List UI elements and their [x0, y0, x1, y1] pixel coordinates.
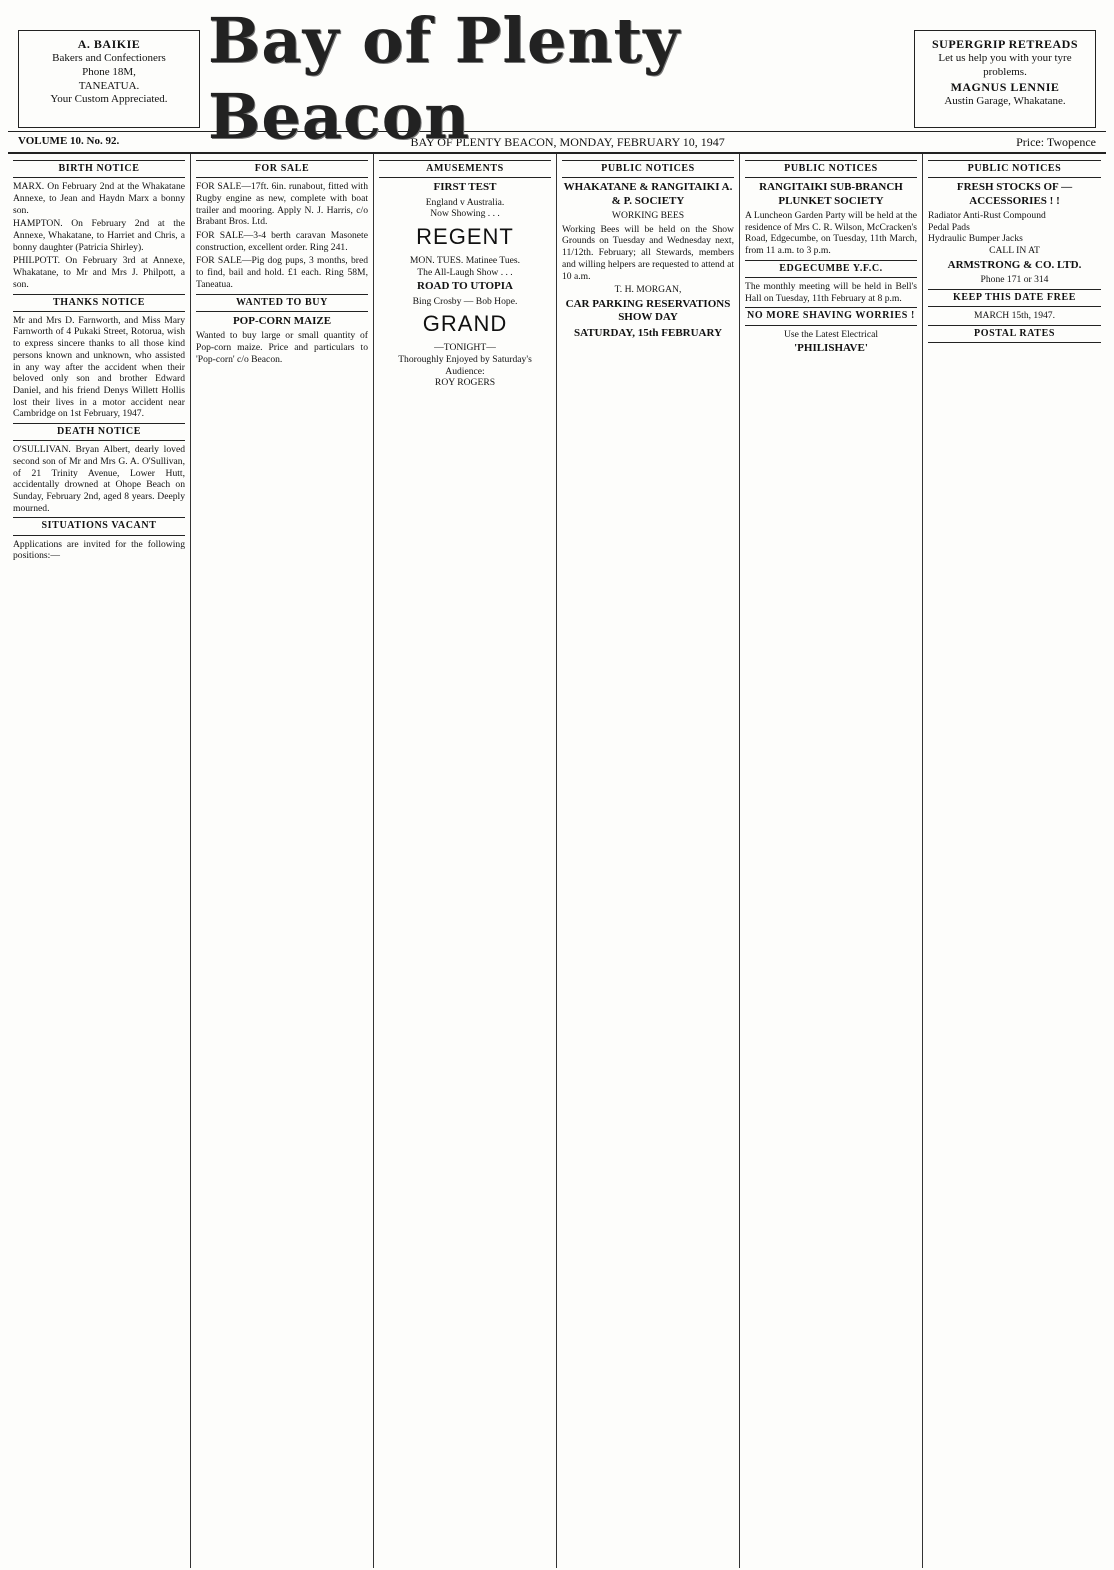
ad-heading: POP-CORN MAIZE [232, 314, 332, 327]
column-2 [191, 154, 374, 1568]
ad-line: England v Australia. [425, 196, 505, 208]
ad-line: T. H. MORGAN, [614, 284, 682, 296]
section-heading: KEEP THIS DATE FREE [928, 289, 1101, 307]
section-heading: POSTAL RATES [928, 325, 1101, 343]
column-1 [8, 154, 191, 1568]
ad-line: Thoroughly Enjoyed by Saturday's Audience: [398, 353, 532, 377]
price: Price: Twopence [1016, 134, 1096, 149]
column-3 [374, 154, 557, 1568]
ad-line: Now Showing . . . [430, 208, 500, 220]
ad-line: Use the Latest Electrical [783, 328, 879, 340]
columns [8, 154, 1106, 1568]
column-4 [557, 154, 740, 1568]
ear-right-place: Austin Garage, Whakatane. [944, 94, 1066, 107]
ear-right-person: MAGNUS LENNIE [950, 79, 1060, 94]
ad-line: SATURDAY, 15th FEBRUARY [573, 326, 723, 339]
ad-heading: FIRST TEST [433, 181, 497, 194]
section-heading: NO MORE SHAVING WORRIES ! [745, 307, 917, 325]
issue-date: BAY OF PLENTY BEACON, MONDAY, FEBRUARY 10, 1947 [410, 134, 725, 149]
ad-line: Radiator Anti-Rust Compound [928, 210, 1046, 221]
section-heading: PUBLIC NOTICES [928, 160, 1101, 178]
section-heading: THANKS NOTICE [13, 294, 185, 312]
ad-line: Phone 171 or 314 [980, 274, 1049, 286]
ad-line: ARMSTRONG & CO. LTD. [947, 258, 1082, 271]
notice-text: Mr and Mrs D. Farnworth, and Miss Mary Farnworth of 4 Pukaki Street, Rotorua, wish to express sincere thanks to all those kind persons known and unknown, who assisted in any way after the accident when their beloved only son and brother Edward Daniel, and his friend Denys Willett Hollis lost their lives in a motor accident near Cambridge on 1st February, 1947. [13, 314, 185, 420]
section-heading: AMUSEMENTS [379, 160, 551, 178]
theatre-name: GRAND [422, 311, 508, 337]
ear-left-phone: Phone 18M, [82, 65, 136, 78]
section-heading: DEATH NOTICE [13, 423, 185, 441]
ad-line: Pedal Pads [928, 221, 970, 233]
column-5 [740, 154, 923, 1568]
ad-heading: FRESH STOCKS OF — ACCESSORIES ! ! [956, 181, 1073, 207]
volume-number: VOLUME 10. No. 92. [18, 135, 120, 148]
section-heading: WANTED TO BUY [196, 294, 368, 312]
ear-left-line: Bakers and Confectioners [52, 52, 166, 64]
ad-heading: RANGITAIKI SUB-BRANCH PLUNKET SOCIETY [759, 181, 903, 207]
ad-line: CALL IN AT [989, 245, 1040, 257]
notice-text: A Luncheon Garden Party will be held at the residence of Mrs C. R. Wilson, McCracken's Road, Edgecumbe, on Tuesday, 11th March, from 11 a.m. to 3 p.m. [745, 210, 917, 257]
ad-line: —TONIGHT— [434, 342, 496, 354]
ad-line: The All-Laugh Show . . . [417, 266, 513, 278]
ad-line: Bing Crosby — Bob Hope. [412, 295, 518, 307]
classified-ad: Wanted to buy large or small quantity of Pop-corn maize. Price and particulars to 'Pop-corn' c/o Beacon. [196, 330, 368, 365]
ad-line: WORKING BEES [611, 210, 685, 221]
ad-line: MARCH 15th, 1947. [973, 310, 1056, 322]
ear-left-tagline: Your Custom Appreciated. [50, 93, 168, 106]
section-heading: EDGECUMBE Y.F.C. [745, 260, 917, 278]
newspaper-title: Bay of Plenty Beacon [208, 4, 681, 153]
section-heading: FOR SALE [196, 160, 368, 178]
notice-text: HAMPTON. On February 2nd at the Annexe, Whakatane, to Harriet and Chris, a bonny daughter (Patricia Shirley). [13, 218, 185, 253]
ad-heading: WHAKATANE & RANGITAIKI A. & P. SOCIETY [563, 181, 733, 207]
ear-advert-right [914, 30, 1096, 128]
classified-ad: FOR SALE—3-4 berth caravan Masonete construction, excellent order. Ring 241. [196, 230, 368, 253]
ear-right-line: Let us help you with your tyre problems. [938, 52, 1072, 78]
section-heading: SITUATIONS VACANT [13, 517, 185, 535]
ear-advert-left [18, 30, 200, 128]
ad-line: Hydraulic Bumper Jacks [928, 233, 1023, 245]
notice-text: O'SULLIVAN. Bryan Albert, dearly loved second son of Mr and Mrs G. A. O'Sullivan, of 21 Trinity Avenue, Lower Hutt, accidentally drowned at Ohope Beach on Sunday, February 2nd, aged 8 years. Deeply mourned. [13, 444, 185, 514]
column-6 [923, 154, 1106, 1568]
classified-ad: FOR SALE—17ft. 6in. runabout, fitted with Rugby engine as new, complete with boat trailer and mooring. Apply N. J. Harris, c/o Brabant Bros. Ltd. [196, 181, 368, 228]
ad-line: MON. TUES. Matinee Tues. [409, 254, 521, 266]
ad-line: 'PHILISHAVE' [794, 342, 868, 355]
section-heading: PUBLIC NOTICES [562, 160, 734, 178]
theatre-name: REGENT [416, 224, 514, 249]
film-title: ROAD TO UTOPIA [417, 280, 513, 293]
ad-heading: CAR PARKING RESERVATIONS SHOW DAY [565, 297, 731, 324]
notice-text: MARX. On February 2nd at the Whakatane Annexe, to Jean and Haydn Marx a bonny son. [13, 181, 185, 216]
ear-left-town: TANEATUA. [78, 79, 140, 92]
notice-text: The monthly meeting will be held in Bell's Hall on Tuesday, 11th February at 8 p.m. [745, 281, 917, 304]
ad-line: ROY ROGERS [434, 377, 496, 389]
notice-text: Working Bees will be held on the Show Grounds on Tuesday and Wednesday next, 11/12th. February; all Stewards, members and willing helpers are requested to attend at 10 a.m. [562, 223, 734, 282]
ear-left-name: A. BAIKIE [77, 37, 141, 51]
notice-text: PHILPOTT. On February 3rd at Annexe, Whakatane, to Mr and Mrs J. Philpott, a son. [13, 255, 185, 290]
classified-ad: FOR SALE—Pig dog pups, 3 months, bred to find, bail and hold. £1 each. Ring 58M, Taneatua. [196, 255, 368, 290]
notice-text: Applications are invited for the following positions:— [13, 538, 185, 562]
section-heading: BIRTH NOTICE [13, 160, 185, 178]
section-heading: PUBLIC NOTICES [745, 160, 917, 178]
ear-right-name: SUPERGRIP RETREADS [931, 37, 1079, 51]
